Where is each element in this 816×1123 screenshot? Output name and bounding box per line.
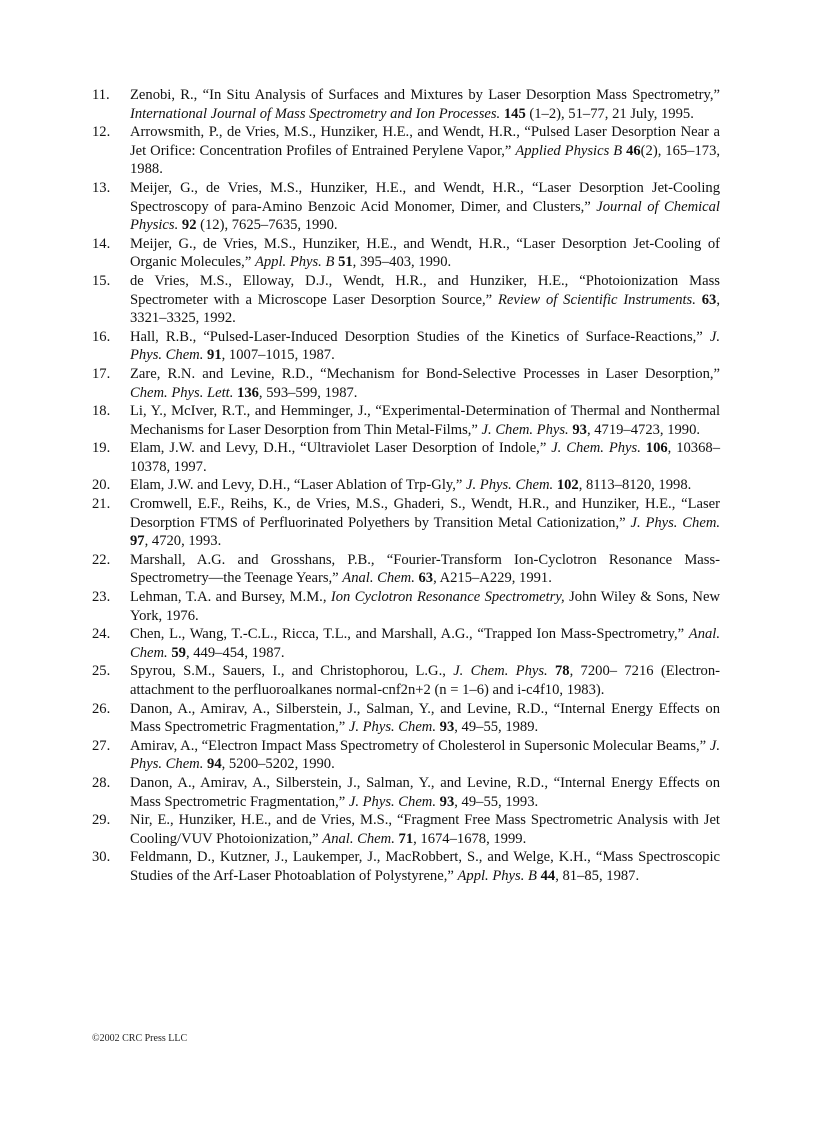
citation-text: Zenobi, R., “In Situ Analysis of Surfaces and Mixtures by Laser Desorption Mass Spectrometry,” bbox=[130, 87, 720, 103]
reference-item bbox=[92, 774, 720, 811]
reference-number: 15. bbox=[92, 272, 111, 289]
reference-item bbox=[92, 439, 720, 476]
citation-text: Meijer, G., de Vries, M.S., Hunziker, H.E., and Wendt, H.R., “Laser Desorption Jet-Cooling of Organic Molecules,” bbox=[130, 235, 720, 271]
volume-number: 102 bbox=[556, 477, 579, 494]
reference-item bbox=[92, 588, 720, 625]
reference-item bbox=[92, 86, 720, 123]
reference-text bbox=[130, 625, 720, 662]
reference-item bbox=[92, 402, 720, 439]
reference-number: 18. bbox=[92, 403, 111, 420]
reference-number: 27. bbox=[92, 737, 111, 754]
reference-text bbox=[130, 848, 720, 885]
reference-text bbox=[130, 774, 720, 811]
reference-text bbox=[130, 402, 720, 439]
journal-title: J. Phys. Chem. bbox=[466, 477, 554, 494]
journal-title: Anal. Chem. bbox=[342, 570, 415, 587]
reference-text bbox=[130, 476, 720, 495]
journal-title: Applied Physics B bbox=[515, 142, 623, 159]
citation-text: Danon, A., Amirav, A., Silberstein, J., Salman, Y., and Levine, R.D., “Internal Energy Effects on Mass Spectrometric Fragmentation,” bbox=[130, 774, 720, 810]
citation-text: , 49–55, 1989. bbox=[454, 719, 539, 736]
citation-text: , 10368–10378, 1997. bbox=[130, 440, 720, 475]
citation-text: , 8113–8120, 1998. bbox=[578, 477, 692, 494]
citation-text: , 395–403, 1990. bbox=[352, 254, 452, 271]
citation-text: Elam, J.W. and Levy, D.H., “Laser Ablation of Trp-Gly,” bbox=[130, 477, 467, 494]
reference-item bbox=[92, 625, 720, 662]
citation-text: , A215–A229, 1991. bbox=[433, 570, 552, 587]
journal-title: Anal. Chem. bbox=[322, 830, 395, 847]
journal-title: Appl. Phys. B bbox=[254, 254, 335, 271]
reference-item bbox=[92, 328, 720, 365]
reference-item bbox=[92, 272, 720, 328]
copyright-footer: ©2002 CRC Press LLC bbox=[92, 1033, 188, 1044]
reference-text bbox=[130, 123, 720, 179]
volume-number: 97 bbox=[130, 533, 145, 550]
reference-number: 19. bbox=[92, 440, 111, 457]
citation-text: John Wiley & Sons, New York, 1976. bbox=[130, 589, 720, 624]
reference-number: 28. bbox=[92, 774, 111, 791]
reference-number: 29. bbox=[92, 812, 111, 829]
volume-number: 136 bbox=[237, 384, 259, 401]
reference-number: 14. bbox=[92, 235, 111, 252]
reference-item bbox=[92, 235, 720, 272]
journal-title: Chem. Phys. Lett. bbox=[130, 384, 234, 401]
reference-item bbox=[92, 662, 720, 699]
citation-text: Cromwell, E.F., Reihs, K., de Vries, M.S., Ghaderi, S., Wendt, H.R., and Hunziker, H.E., “Laser Desorption FTMS of Perfluorinated Polyethers by Transition Metal Cationization,” bbox=[130, 496, 720, 531]
reference-text bbox=[130, 811, 720, 848]
citation-text: Zare, R.N. and Levine, R.D., “Mechanism for Bond-Selective Processes in Laser Desorption,” bbox=[130, 365, 720, 382]
citation-text: , 1007–1015, 1987. bbox=[221, 347, 335, 364]
reference-text bbox=[130, 588, 720, 625]
citation-text: Nir, E., Hunziker, H.E., and de Vries, M.S., “Fragment Free Mass Spectrometric Analysis with Jet Cooling/VUV Photoionization,” bbox=[130, 812, 720, 847]
volume-number: 63 bbox=[418, 570, 434, 587]
reference-item bbox=[92, 495, 720, 551]
journal-title: Anal. Chem. bbox=[130, 626, 720, 661]
volume-number: 145 bbox=[503, 105, 526, 122]
volume-number: 44 bbox=[540, 867, 556, 884]
citation-text: (2), 165–173, 1988. bbox=[130, 142, 721, 178]
journal-title: Review of Scientific Instruments. bbox=[497, 291, 696, 308]
citation-text: Feldmann, D., Kutzner, J., Laukemper, J., MacRobbert, S., and Welge, K.H., “Mass Spectroscopic Studies of the Arf-Laser Photoablation of Polystyrene,” bbox=[130, 849, 720, 884]
citation-text: Meijer, G., de Vries, M.S., Hunziker, H.E., and Wendt, H.R., “Laser Desorption Jet-Cooling Spectroscopy of para-Amino Benzoic Acid Monomer, Dimer, and Clusters,” bbox=[130, 179, 720, 215]
citation-text: (1–2), 51–77, 21 July, 1995. bbox=[525, 105, 694, 122]
citation-text: Chen, L., Wang, T.-C.L., Ricca, T.L., and Marshall, A.G., “Trapped Ion Mass-Spectrometry,” bbox=[130, 626, 689, 643]
reference-number: 23. bbox=[92, 589, 111, 606]
reference-text bbox=[130, 737, 720, 774]
citation-text: Spyrou, S.M., Sauers, I., and Christophorou, L.G., bbox=[130, 663, 454, 680]
reference-number: 21. bbox=[92, 496, 111, 513]
volume-number: 91 bbox=[207, 347, 222, 364]
citation-text: Amirav, A., “Electron Impact Mass Spectrometry of Cholesterol in Supersonic Molecular Beams,” bbox=[130, 737, 710, 754]
reference-number: 26. bbox=[92, 700, 111, 717]
reference-item bbox=[92, 179, 720, 235]
reference-item bbox=[92, 700, 720, 737]
reference-item bbox=[92, 476, 720, 495]
citation-text: , 593–599, 1987. bbox=[258, 384, 358, 401]
journal-title: J. Phys. Chem. bbox=[348, 793, 436, 810]
reference-text bbox=[130, 495, 720, 551]
volume-number: 93 bbox=[439, 719, 455, 736]
volume-number: 78 bbox=[555, 663, 570, 680]
citation-text: , 4720, 1993. bbox=[144, 533, 222, 550]
citation-text: , 49–55, 1993. bbox=[454, 793, 539, 810]
reference-item bbox=[92, 551, 720, 588]
journal-title: Appl. Phys. B bbox=[457, 867, 537, 884]
citation-text: Arrowsmith, P., de Vries, M.S., Hunziker, H.E., and Wendt, H.R., “Pulsed Laser Desorption Near a Jet Orifice: Concentration Profiles of Entrained Perylene Vapor,” bbox=[130, 124, 720, 159]
reference-text bbox=[130, 328, 720, 365]
volume-number: 71 bbox=[398, 830, 414, 847]
citation-text: Danon, A., Amirav, A., Silberstein, J., Salman, Y., and Levine, R.D., “Internal Energy Effects on Mass Spectrometric Fragmentation,” bbox=[130, 700, 720, 736]
journal-title: J. Phys. Chem. bbox=[130, 328, 720, 364]
journal-title: J. Phys. Chem. bbox=[348, 719, 436, 736]
journal-title: International Journal of Mass Spectrometry and Ion Processes. bbox=[130, 105, 501, 122]
citation-text: (12), 7625–7635, 1990. bbox=[196, 217, 338, 234]
reference-number: 25. bbox=[92, 663, 111, 680]
citation-text: , 4719–4723, 1990. bbox=[586, 421, 701, 438]
reference-number: 17. bbox=[92, 365, 111, 382]
volume-number: 93 bbox=[572, 421, 587, 438]
reference-text bbox=[130, 272, 720, 328]
reference-text bbox=[130, 365, 720, 402]
volume-number: 59 bbox=[171, 644, 186, 661]
reference-text bbox=[130, 700, 720, 737]
journal-title: J. Phys. Chem. bbox=[630, 514, 721, 531]
citation-text: , 5200–5202, 1990. bbox=[221, 756, 335, 773]
journal-title: J. Chem. Phys. bbox=[453, 663, 548, 680]
journal-title: Journal of Chemical Physics. bbox=[130, 198, 720, 234]
citation-text: , 7200– 7216 (Electron-attachment to the perfluoroalkanes normal-cnf2n+2 (n = 1–6) and i-c4f10, 1983). bbox=[130, 663, 721, 698]
volume-number: 92 bbox=[181, 217, 197, 234]
volume-number: 94 bbox=[207, 756, 222, 773]
reference-text bbox=[130, 551, 720, 588]
reference-number: 16. bbox=[92, 328, 111, 345]
reference-text bbox=[130, 662, 720, 699]
reference-text bbox=[130, 86, 720, 123]
citation-text: , 81–85, 1987. bbox=[555, 867, 640, 884]
volume-number: 46 bbox=[626, 142, 641, 159]
citation-text: , 1674–1678, 1999. bbox=[413, 830, 527, 847]
reference-item bbox=[92, 365, 720, 402]
journal-title: J. Chem. Phys. bbox=[481, 421, 569, 438]
reference-number: 13. bbox=[92, 179, 111, 196]
citation-text: Marshall, A.G. and Grosshans, P.B., “Fourier-Transform Ion-Cyclotron Resonance Mass-Spectrometry—the Teenage Years,” bbox=[130, 551, 720, 587]
volume-number: 63 bbox=[701, 291, 717, 308]
reference-text bbox=[130, 439, 720, 476]
journal-title: J. Phys. Chem. bbox=[130, 737, 720, 773]
citation-text: , 3321–3325, 1992. bbox=[130, 291, 720, 327]
reference-item bbox=[92, 123, 720, 179]
journal-title: J. Chem. Phys. bbox=[551, 440, 641, 457]
volume-number: 93 bbox=[439, 793, 455, 810]
citation-text: de Vries, M.S., Elloway, D.J., Wendt, H.R., and Hunziker, H.E., “Photoionization Mass Spectrometer with a Microscope Laser Desorption Source,” bbox=[130, 272, 720, 308]
reference-number: 11. bbox=[92, 87, 110, 103]
reference-number: 12. bbox=[92, 124, 111, 141]
reference-item bbox=[92, 811, 720, 848]
reference-number: 22. bbox=[92, 551, 111, 568]
reference-text bbox=[130, 179, 720, 235]
volume-number: 51 bbox=[338, 254, 353, 271]
citation-text: , 449–454, 1987. bbox=[185, 644, 285, 661]
citation-text: Elam, J.W. and Levy, D.H., “Ultraviolet Laser Desorption of Indole,” bbox=[130, 440, 552, 457]
reference-text bbox=[130, 235, 720, 272]
reference-number: 30. bbox=[92, 849, 111, 866]
reference-item bbox=[92, 737, 720, 774]
volume-number: 106 bbox=[645, 440, 668, 457]
reference-number: 24. bbox=[92, 626, 111, 643]
reference-list bbox=[92, 86, 720, 886]
journal-title: Ion Cyclotron Resonance Spectrometry, bbox=[330, 589, 565, 606]
reference-number: 20. bbox=[92, 477, 111, 494]
citation-text: Li, Y., McIver, R.T., and Hemminger, J., “Experimental-Determination of Thermal and Nonthermal Mechanisms for Laser Desorption from Thin Metal-Films,” bbox=[130, 403, 720, 438]
citation-text: Hall, R.B., “Pulsed-Laser-Induced Desorption Studies of the Kinetics of Surface-Reactions,” bbox=[130, 328, 710, 345]
reference-item bbox=[92, 848, 720, 885]
citation-text bbox=[548, 663, 555, 679]
citation-text: Lehman, T.A. and Bursey, M.M., bbox=[130, 589, 331, 606]
